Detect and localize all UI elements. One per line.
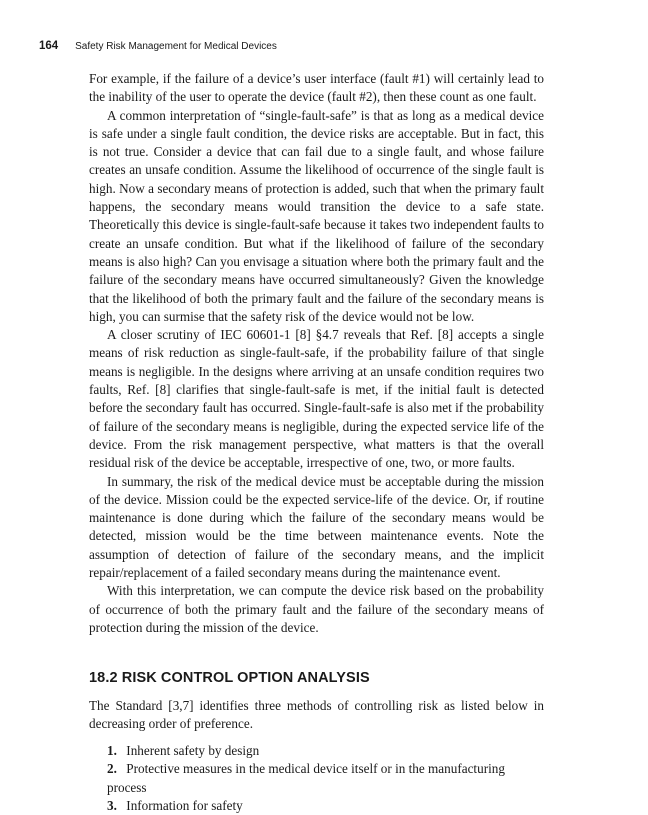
section-heading: 18.2 RISK CONTROL OPTION ANALYSIS <box>89 670 370 687</box>
list-item <box>107 742 544 760</box>
paragraph-1: For example, if the failure of a device’s user interface (fault #1) will certainly lead to the inability of the user to operate the device (fault #2), then these count as one fault. <box>89 71 544 105</box>
list-item-text: Inherent safety by design <box>126 743 260 759</box>
paragraph-3: A closer scrutiny of IEC 60601-1 [8] §4.7 reveals that Ref. [8] accepts a single means of risk reduction as single-fault-safe, if the probability failure of that single means is negligible. In the designs where arriving at an unsafe condition requires two faults, Ref. [8] clarifies that single-fault-safe is met, if the initial fault is detected before the secondary fault has occurred. Single-fault-safe is also met if the probability of failure of the secondary means is negligible, during the expected service life of the device. From the risk management perspective, what matters is that the overall residual risk of the device be acceptable, irrespective of one, two, or more faults. <box>89 327 544 471</box>
risk-control-methods-list <box>89 742 544 815</box>
page-body <box>89 70 544 815</box>
list-item-number: 3. <box>107 797 117 813</box>
list-item <box>107 760 544 797</box>
section-intro: The Standard [3,7] identifies three methods of controlling risk as listed below in decreasing order of preference. <box>89 697 544 731</box>
book-title: Safety Risk Management for Medical Devices <box>75 41 277 52</box>
list-item-text: Protective measures in the medical device itself or in the manufacturing process <box>107 761 505 795</box>
page-number: 164 <box>39 40 59 52</box>
paragraph-5: With this interpretation, we can compute the device risk based on the probability of occurrence of both the primary fault and the failure of the secondary means of protection during the mission of the device. <box>89 583 544 635</box>
paragraph-2: A common interpretation of “single-fault-safe” is that as long as a medical device is safe under a single fault condition, the device risks are acceptable. But in fact, this is not true. Consider a device that can fail due to a single fault, and whose failure creates an unsafe condition. Assume the likelihood of occurrence of the single fault is high. Now a secondary means of protection is added, such that when the primary fault happens, the secondary means would transition the device to a safe state. Theoretically this device is single-fault-safe because it takes two independent faults to create an unsafe condition. But what if the likelihood of failure of the secondary means is also high? Can you envisage a situation where both the primary fault and the failure of the secondary means have occurred simultaneously? Given the knowledge that the likelihood of both the primary fault and the failure of the secondary means is high, you can surmise that the safety risk of the device would not be low. <box>89 107 544 324</box>
list-item-text: Information for safety <box>126 797 243 813</box>
list-item-number: 1. <box>107 743 117 759</box>
list-item-number: 2. <box>107 761 117 777</box>
paragraph-4: In summary, the risk of the medical device must be acceptable during the mission of the device. Mission could be the expected service-life of the device. Or, if routine maintenance is done during which the failure of the secondary means would be detected, mission would be the time between maintenance events. Note the assumption of detection of failure of the secondary means, and the implicit repair/replacement of a failed secondary means during the maintenance event. <box>89 473 544 581</box>
running-header <box>39 40 599 52</box>
